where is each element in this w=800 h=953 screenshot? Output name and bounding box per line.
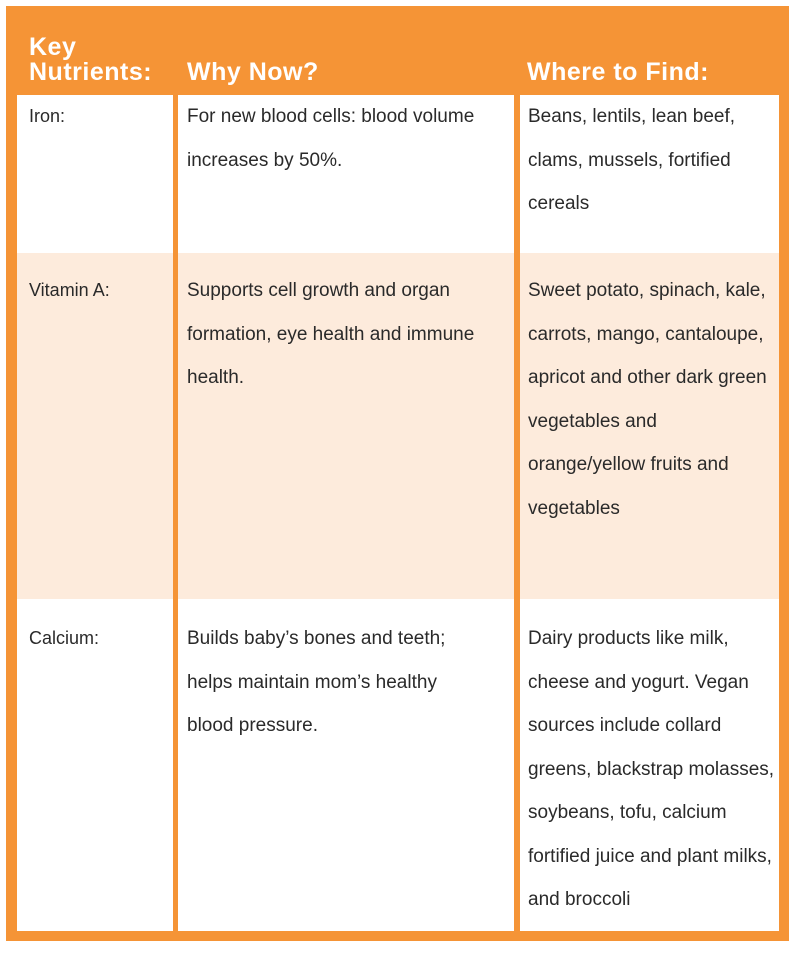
row-iron-where-cell (520, 95, 779, 253)
row-vitamin-a-nutrient: Vitamin A: (29, 280, 110, 300)
row-vitamin-a-why-cell (178, 253, 514, 599)
row-calcium-nutrient-cell (17, 599, 173, 931)
row-iron-why-cell (178, 95, 514, 253)
row-vitamin-a-where-cell (520, 253, 779, 599)
row-vitamin-a-where: Sweet potato, spinach, kale, carrots, mango, cantaloupe, apricot and other dark green vegetables and orange/yellow fruits and vegetables (528, 280, 767, 519)
row-iron-where: Beans, lentils, lean beef, clams, mussels, fortified cereals (528, 106, 736, 214)
row-iron-why: For new blood cells: blood volume increases by 50%. (187, 106, 475, 171)
row-calcium-where-cell (520, 599, 779, 931)
header-why-now: Why Now? (187, 58, 319, 86)
row-vitamin-a-why: Supports cell growth and organ formation, eye health and immune health. (187, 280, 475, 388)
row-calcium-nutrient: Calcium: (29, 628, 100, 648)
row-iron-nutrient-cell (17, 95, 173, 253)
header-key-line: Key (29, 33, 77, 61)
header-where-to-find: Where to Find: (527, 58, 709, 86)
row-calcium-where: Dairy products like milk, cheese and yogurt. Vegan sources include collard greens, blackstrap molasses, soybeans, tofu, calcium fortified juice and plant milks, and broccoli (528, 628, 775, 910)
header-nutrients-line: Nutrients: (29, 58, 153, 86)
row-calcium-why-cell (178, 599, 514, 931)
row-calcium-why: Builds baby’s bones and teeth; helps maintain mom’s healthy blood pressure. (187, 628, 446, 736)
row-vitamin-a-nutrient-cell (17, 253, 173, 599)
row-iron-nutrient: Iron: (29, 106, 66, 126)
